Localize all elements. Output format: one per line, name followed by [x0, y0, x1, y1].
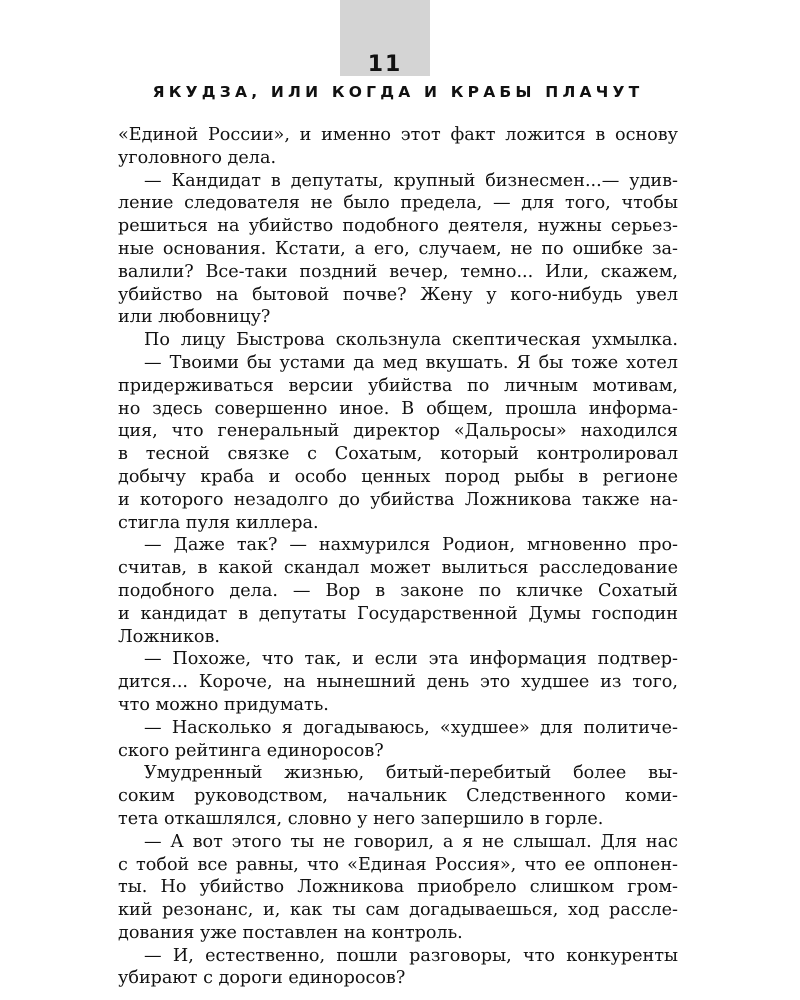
text-line: «Единой России», и именно этот факт ложится в основу	[118, 125, 678, 145]
text-line: и которого незадолго до убийства Ложникова также на-	[118, 489, 678, 510]
text-line: ция, что генеральный директор «Дальросы» находился	[118, 421, 678, 442]
text-line: убирают с дороги единоросов?	[118, 968, 406, 989]
text-line: стигла пуля киллера.	[118, 512, 319, 533]
text-line: ского рейтинга единоросов?	[118, 740, 384, 761]
text-line: кий резонанс, и, как ты сам догадываешься, ход рассле-	[118, 900, 678, 921]
text-line: По лицу Быстрова скользнула скептическая ухмылка.	[144, 330, 678, 351]
text-line: — А вот этого ты не говорил, а я не слышал. Для нас	[144, 831, 678, 852]
text-line: — Кандидат в депутаты, крупный бизнесмен...— удив-	[144, 170, 678, 191]
running-head: ЯКУДЗА, ИЛИ КОГДА И КРАБЫ ПЛАЧУТ	[152, 83, 644, 101]
text-line: что можно придумать.	[118, 694, 329, 715]
text-line: ты. Но убийство Ложникова приобрело слишком гром-	[118, 877, 678, 898]
text-line: считав, в какой скандал может вылиться расследование	[118, 558, 678, 579]
text-line: ление следователя не было предела, — для того, чтобы	[118, 193, 678, 214]
body-text	[118, 124, 678, 990]
text-line: дится... Короче, на нынешний день это худшее из того,	[118, 672, 678, 693]
text-line: дования уже поставлен на контроль.	[118, 922, 463, 943]
text-line: уголовного дела.	[118, 147, 277, 168]
text-line: ные основания. Кстати, а его, случаем, не по ошибке за-	[118, 238, 678, 259]
text-line: — Даже так? — нахмурился Родион, мгновенно про-	[144, 535, 678, 556]
text-line: — И, естественно, пошли разговоры, что конкуренты	[144, 945, 678, 966]
text-line: соким руководством, начальник Следственного коми-	[118, 786, 678, 807]
text-line: — Насколько я догадываюсь, «худшее» для политиче-	[144, 717, 678, 738]
text-line: добычу краба и особо ценных пород рыбы в регионе	[118, 466, 678, 487]
page-number: 11	[367, 52, 403, 77]
text-line: и кандидат в депутаты Государственной Думы господин	[118, 603, 678, 624]
text-line: с тобой все равны, что «Единая Россия», что ее оппонен-	[118, 854, 678, 875]
text-line: убийство на бытовой почве? Жену у кого-нибудь увел	[118, 284, 678, 305]
text-line: — Похоже, что так, и если эта информация подтвер-	[144, 649, 678, 670]
text-line: но здесь совершенно иное. В общем, прошла информа-	[118, 398, 678, 419]
text-line: — Твоими бы устами да мед вкушать. Я бы тоже хотел	[144, 352, 678, 373]
text-line: подобного дела. — Вор в законе по кличке Сохатый	[118, 580, 678, 601]
text-line: Умудренный жизнью, битый-перебитый более вы-	[144, 763, 678, 784]
text-line: в тесной связке с Сохатым, который контролировал	[118, 444, 678, 465]
text-line: или любовницу?	[118, 307, 271, 328]
text-line: решиться на убийство подобного деятеля, нужны серьез-	[118, 216, 678, 237]
text-line: придерживаться версии убийства по личным мотивам,	[118, 375, 678, 396]
text-line: Ложников.	[118, 626, 220, 647]
text-line: тета откашлялся, словно у него запершило в горле.	[118, 808, 604, 829]
text-line: валили? Все-таки поздний вечер, темно... Или, скажем,	[118, 261, 678, 282]
